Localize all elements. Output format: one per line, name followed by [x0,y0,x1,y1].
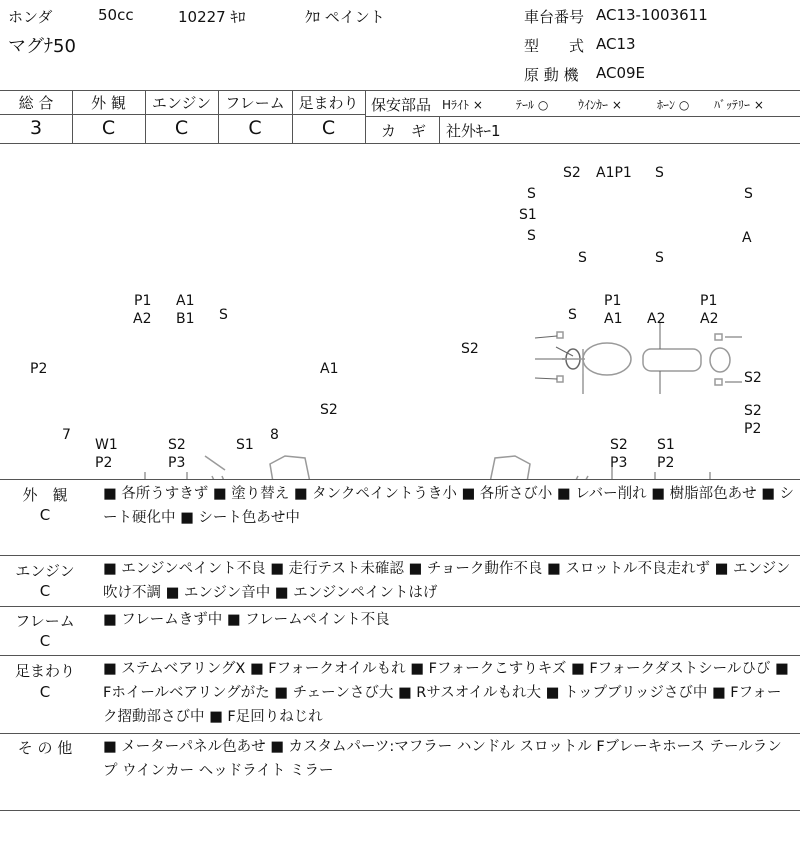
diag-label: S [527,186,536,202]
divider [0,90,800,91]
diag-label: S1 [657,437,675,453]
divider [0,555,800,556]
grade-label-exterior: 外 観 [91,94,126,112]
diag-label: S2 [461,341,479,357]
diag-label: A1 [176,293,195,309]
mileage: 10227 ｷﾛ [178,8,246,26]
grade-label-engine: エンジン [151,94,212,112]
section-grade: C [39,582,51,600]
diag-label: S [568,307,577,323]
diag-label: S [744,186,753,202]
maker: ホンダ [8,8,53,26]
diag-label: P1 [604,293,622,309]
section-label: フレーム [15,612,75,630]
diag-label: P2 [95,455,113,471]
grade-frame: C [248,117,262,139]
divider [439,116,440,143]
diag-label: 7 [62,427,71,443]
diag-label: W1 [95,437,118,453]
section-text: ■ ステムベアリングX ■ Fフォークオイルもれ ■ Fフォークこすりキズ ■ Fフォークダストシールひび ■ Fホイールベアリングがた ■ チェーンさび大 ■ Rサスオイルもれ大 ■ トップブリッジさび中 ■ Fフォーク摺動部さび中 ■ F足回りねじれ [103,661,789,725]
diag-label: P2 [30,361,48,377]
divider [0,733,800,734]
section-label: そ の 他 [17,739,73,757]
diag-label: P2 [657,455,675,471]
diag-label: S2 [610,437,628,453]
grade-exterior: C [101,117,116,139]
diag-label: P2 [744,421,762,437]
diag-label: A1P1 [596,165,632,181]
section-grade: C [39,632,51,650]
diag-label: A [742,230,752,246]
section-text: ■ 各所うすきず ■ 塗り替え ■ タンクペイントうき小 ■ 各所さび小 ■ レバー削れ ■ 樹脂部色あせ ■ シート硬化中 ■ シート色あせ中 [103,486,795,526]
diag-label: S [655,250,664,266]
diag-label: A1 [320,361,339,377]
grade-engine: C [174,117,189,139]
safety-horn: ﾎｰﾝ ○ [657,98,690,112]
grade-suspension: C [321,117,336,139]
frame-no-label: 車台番号 [524,8,585,26]
section-label: 外 観 [22,486,68,504]
divider [0,479,800,480]
divider [0,606,800,607]
grade-label-total: 総 合 [18,94,54,112]
damage-diagram [0,144,800,479]
divider [0,114,365,115]
section-label: 足まわり [14,662,75,680]
diag-label: A2 [133,311,152,327]
safety-label: 保安部品 [371,96,432,114]
diag-label: S2 [563,165,581,181]
diag-label: S2 [744,403,762,419]
diag-label: P3 [610,455,628,471]
diag-label: S1 [236,437,254,453]
key-label: カ ギ [381,122,427,140]
safety-winker: ｳｲﾝｶｰ × [578,98,622,112]
engine-label: 原 動 機 [524,66,579,84]
engine-value: AC09E [596,64,646,82]
diag-label: S [219,307,228,323]
diag-label: S [578,250,587,266]
diag-label: P1 [700,293,718,309]
diag-label: S [655,165,664,181]
section-text: ■ メーターパネル色あせ ■ カスタムパーツ:マフラー ハンドル スロットル Fブレーキホース テールランプ ウインカー ヘッドライト ミラー [103,739,782,779]
key-value: 社外ｷｰ1 [446,122,501,140]
diag-label: P3 [168,455,186,471]
diag-label: B1 [176,311,195,327]
paint: ｸﾛ ペイント [305,8,385,26]
diag-label: A2 [700,311,719,327]
diag-label: 8 [270,427,279,443]
type-value: AC13 [596,35,636,53]
bike-right-view [488,456,730,479]
safety-headlight: Hﾗｲﾄ × [442,98,483,112]
section-text: ■ フレームきず中 ■ フレームペイント不良 [103,612,390,628]
diag-label: A2 [647,311,666,327]
grade-total: 3 [29,117,43,139]
model-name: マグﾅ50 [8,36,76,57]
diag-label: S2 [744,370,762,386]
diag-label: S [527,228,536,244]
section-label: エンジン [15,562,75,580]
section-grade: C [39,683,51,701]
safety-taillight: ﾃｰﾙ ○ [516,98,549,112]
diag-label: P1 [134,293,152,309]
displacement: 50cc [98,6,134,24]
divider [365,116,800,117]
diag-label: S2 [168,437,186,453]
diag-label: S2 [320,402,338,418]
diag-label: A1 [604,311,623,327]
section-grade: C [39,506,51,524]
divider [365,90,366,143]
grade-label-suspension: 足まわり [298,94,359,112]
diag-label: S1 [519,207,537,223]
section-text: ■ エンジンペイント不良 ■ 走行テスト未確認 ■ チョーク動作不良 ■ スロットル不良走れず ■ エンジン吹け不調 ■ エンジン音中 ■ エンジンペイントはげ [103,561,791,601]
divider [0,655,800,656]
safety-battery: ﾊﾞｯﾃﾘｰ × [714,98,764,112]
divider [0,810,800,811]
grade-label-frame: フレーム [225,94,285,112]
frame-no: AC13-1003611 [596,6,708,24]
type-label: 型 式 [524,37,585,55]
